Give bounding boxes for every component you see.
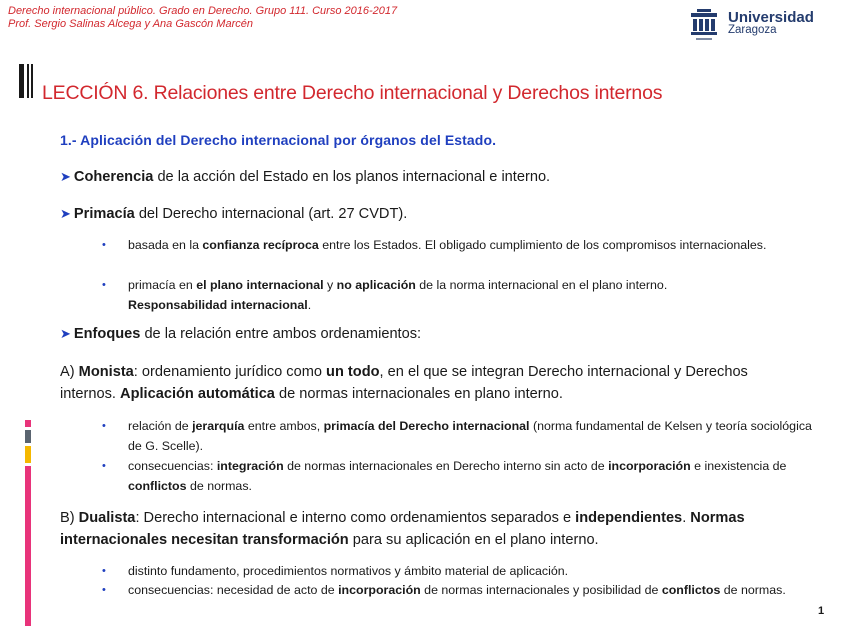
text: B) xyxy=(60,510,79,526)
decor-bar-pink-long xyxy=(25,466,31,626)
text: consecuencias: xyxy=(128,459,217,473)
bold-text: Responsabilidad internacional xyxy=(128,298,308,312)
list-item xyxy=(102,235,768,255)
arrow-bullet-icon: ➤ xyxy=(60,326,71,341)
text: consecuencias: necesidad de acto de xyxy=(128,583,339,597)
text: entre ambos, xyxy=(244,419,324,433)
bold-text: Monista xyxy=(78,364,134,380)
decor-bar-yellow xyxy=(25,446,31,463)
university-logo xyxy=(690,9,840,45)
list-item xyxy=(102,275,768,315)
list-item xyxy=(102,561,818,581)
decor-bar-gray xyxy=(25,430,31,443)
bold-text: Aplicación automática xyxy=(120,386,275,402)
bold-text: no aplicación xyxy=(336,278,416,292)
bold-text: primacía del Derecho internacional xyxy=(323,419,530,433)
bold-text: jerarquía xyxy=(192,419,245,433)
point-text: del Derecho internacional (art. 27 CVDT). xyxy=(134,206,408,222)
university-emblem-icon xyxy=(690,9,718,43)
text: de normas internacionales en plano interno. xyxy=(274,386,563,402)
text: , en el que se integran Derecho internacional y Derechos internos. xyxy=(60,364,748,402)
point-text: de la acción del Estado en los planos internacional e interno. xyxy=(153,169,551,185)
list-item xyxy=(102,416,818,456)
logo-city: Zaragoza xyxy=(728,24,777,36)
bold-text: Dualista xyxy=(78,510,136,526)
section-heading: 1.- Aplicación del Derecho internacional por órganos del Estado. xyxy=(60,132,497,148)
course-line: Derecho internacional público. Grado en Derecho. Grupo 111. Curso 2016-2017 xyxy=(8,5,398,17)
title-marker-thin xyxy=(27,64,29,98)
text: . xyxy=(307,298,312,312)
bold-text: conflictos xyxy=(128,479,187,493)
bold-text: el plano internacional xyxy=(196,278,324,292)
bold-text: Normas internacionales necesitan transformación xyxy=(60,510,745,548)
logo-name: Universidad xyxy=(728,9,814,26)
text: para su aplicación en el plano interno. xyxy=(348,532,599,548)
point-bold: Enfoques xyxy=(73,326,141,342)
bold-text: conflictos xyxy=(661,583,721,597)
text: A) xyxy=(60,364,79,380)
bullet-dot-icon: • xyxy=(102,565,106,577)
text: de normas internacionales en Derecho interno sin acto de xyxy=(283,459,609,473)
dualista-paragraph xyxy=(60,507,800,551)
bold-text: un todo xyxy=(326,364,380,380)
course-header xyxy=(8,5,397,31)
point-primacia xyxy=(60,203,407,225)
bullet-dot-icon: • xyxy=(102,420,106,432)
text: distinto fundamento, procedimientos normativos y ámbito material de aplicación. xyxy=(128,564,569,578)
point-enfoques xyxy=(60,323,421,345)
text: entre los Estados. El obligado cumplimiento de los compromisos internacionales. xyxy=(318,238,767,252)
text: de la norma internacional en el plano interno. xyxy=(415,278,668,292)
bullet-dot-icon: • xyxy=(102,460,106,472)
arrow-bullet-icon: ➤ xyxy=(60,206,71,221)
text: . xyxy=(682,510,691,526)
bullet-dot-icon: • xyxy=(102,584,106,596)
page-number: 1 xyxy=(818,605,825,617)
bold-text: independientes xyxy=(575,510,683,526)
bold-text: integración xyxy=(216,459,284,473)
point-bold: Primacía xyxy=(73,206,135,222)
point-bold: Coherencia xyxy=(73,169,154,185)
decor-bar-pink xyxy=(25,420,31,427)
bullet-dot-icon: • xyxy=(102,279,106,291)
text: de normas. xyxy=(720,583,786,597)
professors-line: Prof. Sergio Salinas Alcega y Ana Gascón Marcén xyxy=(8,18,253,30)
bold-text: confianza recíproca xyxy=(202,238,319,252)
text: : Derecho internacional e interno como ordenamientos separados e xyxy=(135,510,576,526)
arrow-bullet-icon: ➤ xyxy=(60,169,71,184)
monista-paragraph xyxy=(60,361,800,405)
text: (norma fundamental de Kelsen y teoría sociológica de G. Scelle). xyxy=(128,419,812,453)
title-marker xyxy=(19,64,24,98)
lesson-title: LECCIÓN 6. Relaciones entre Derecho internacional y Derechos internos xyxy=(42,82,663,104)
text: : ordenamiento jurídico como xyxy=(133,364,327,380)
text: de normas. xyxy=(186,479,252,493)
text: e inexistencia de xyxy=(690,459,787,473)
text: primacía en xyxy=(128,278,197,292)
text: relación de xyxy=(128,419,193,433)
list-item xyxy=(102,580,818,600)
text: de normas internacionales y posibilidad de xyxy=(420,583,662,597)
list-item xyxy=(102,456,818,496)
title-marker-thin-2 xyxy=(31,64,33,98)
text: basada en la xyxy=(128,238,203,252)
bullet-dot-icon: • xyxy=(102,239,106,251)
bold-text: incorporación xyxy=(338,583,421,597)
point-text: de la relación entre ambos ordenamientos: xyxy=(140,326,422,342)
bold-text: incorporación xyxy=(608,459,691,473)
text: y xyxy=(323,278,337,292)
point-coherencia xyxy=(60,166,550,188)
